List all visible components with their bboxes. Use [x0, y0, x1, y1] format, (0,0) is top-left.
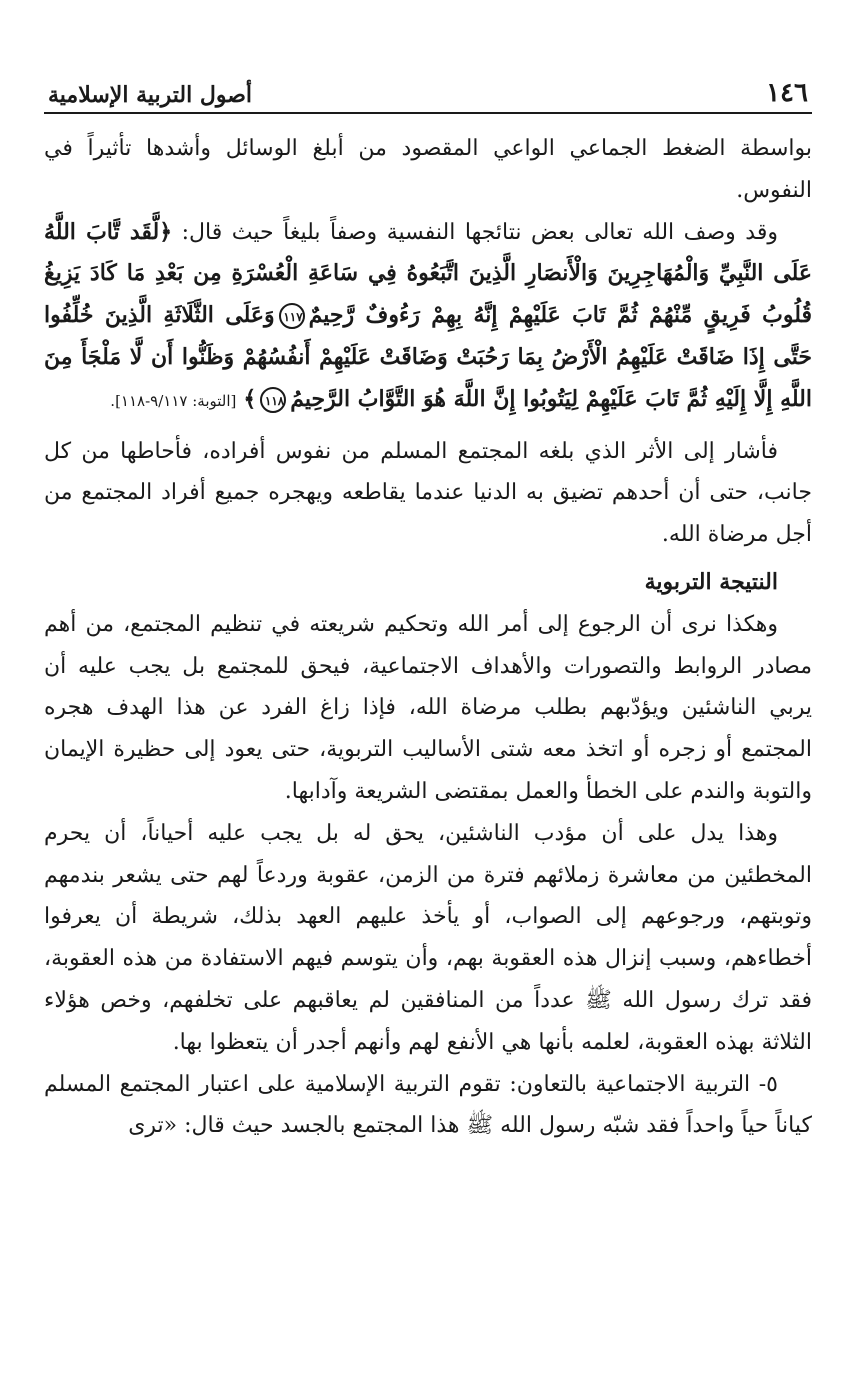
- paragraph-5: وهذا يدل على أن مؤدب الناشئين، يحق له بل يجب عليه أحياناً، أن يحرم المخطئين من معاشرة زملائهم فترة من الزمن، عقوبة وردعاً لهم حتى يشعر بندمهم وتوبتهم، ورجوعهم إلى الصواب، أو يأخذ عليهم العهد بذلك، شريطة أن يعرفوا أخطاءهم، وسبب إنزال هذه العقوبة بهم، وأن يتوسم فيهم الاستفادة من هذه العقوبة، فقد ترك رسول الله ﷺ عدداً من المنافقين لم يعاقبهم على تخلفهم، وخص هؤلاء الثلاثة بهذه العقوبة، لعلمه بأنها هي الأنفع لهم وأنهم أجدر أن يتعظوا بها.: [44, 820, 812, 1055]
- page-header: [44, 70, 812, 114]
- running-title: أصول التربية الإسلامية: [48, 82, 253, 108]
- section-heading: النتيجة التربوية: [644, 568, 778, 595]
- paragraph-quran: [44, 212, 812, 423]
- verse-number-117: ١١٧: [279, 303, 305, 329]
- paragraph-3: فأشار إلى الأثر الذي بلغه المجتمع المسلم من نفوس أفراده، فأحاطها من كل جانب، حتى أن أحدهم تضيق به الدنيا عندما يقاطعه ويهجره جميع أفراد المجتمع من أجل مرضاة الله.: [44, 438, 812, 548]
- paragraph-6: ٥- التربية الاجتماعية بالتعاون: تقوم التربية الإسلامية على اعتبار المجتمع المسلم كياناً حياً واحداً فقد شبّه رسول الله ﷺ هذا المجتمع بالجسد حيث قال: «ترى: [44, 1071, 812, 1139]
- verse-number-118: ١١٨: [260, 387, 286, 413]
- quran-open-bracket: ﴿: [159, 218, 173, 245]
- paragraph-1: بواسطة الضغط الجماعي الواعي المقصود من أبلغ الوسائل وأشدها تأثيراً في النفوس.: [44, 136, 812, 203]
- book-page: [44, 70, 812, 1330]
- quran-verse-118: وَعَلَى الثَّلَاثَةِ الَّذِينَ خُلِّفُوا حَتَّى إِذَا ضَاقَتْ عَلَيْهِمُ الْأَرْضُ بِمَا رَحُبَتْ وَضَاقَتْ عَلَيْهِمْ أَنفُسُهُمْ وَظَنُّوا أَن لَّا مَلْجَأَ مِنَ اللَّهِ إِلَّا إِلَيْهِ ثُمَّ تَابَ عَلَيْهِمْ لِيَتُوبُوا إِنَّ اللَّهَ هُوَ التَّوَّابُ الرَّحِيمُ: [44, 302, 812, 412]
- paragraph-4: وهكذا نرى أن الرجوع إلى أمر الله وتحكيم شريعته في تنظيم المجتمع، من أهم مصادر الروابط والتصورات والأهداف الاجتماعية، فيحق للمجتمع بل يجب عليه أن يربي الناشئين ويؤدّبهم بطلب مرضاة الله، فإذا زاغ الفرد عن هذا الهدف هجره المجتمع أو زجره أو اتخذ معه شتى الأساليب التربوية، حتى يعود إلى حظيرة الإيمان والتوبة والندم على الخطأ والعمل بمقتضى الشريعة وآدابها.: [44, 611, 812, 804]
- body-text: [44, 128, 812, 1147]
- quran-verse-117: لَّقَد تَّابَ اللَّهُ عَلَى النَّبِيِّ وَالْمُهَاجِرِينَ وَالْأَنصَارِ الَّذِينَ اتَّبَعُوهُ فِي سَاعَةِ الْعُسْرَةِ مِن بَعْدِ مَا كَادَ يَزِيغُ قُلُوبُ فَرِيقٍ مِّنْهُمْ ثُمَّ تَابَ عَلَيْهِمْ إِنَّهُ بِهِمْ رَءُوفٌ رَّحِيمٌ: [44, 218, 812, 329]
- page-number: ١٤٦: [766, 78, 808, 108]
- quran-close-bracket: ﴾: [243, 385, 257, 412]
- quran-reference: [التوبة: ٩/١١٧-١١٨].: [110, 391, 237, 410]
- quran-intro: وقد وصف الله تعالى بعض نتائجها النفسية وصفاً بليغاً حيث قال:: [181, 219, 778, 245]
